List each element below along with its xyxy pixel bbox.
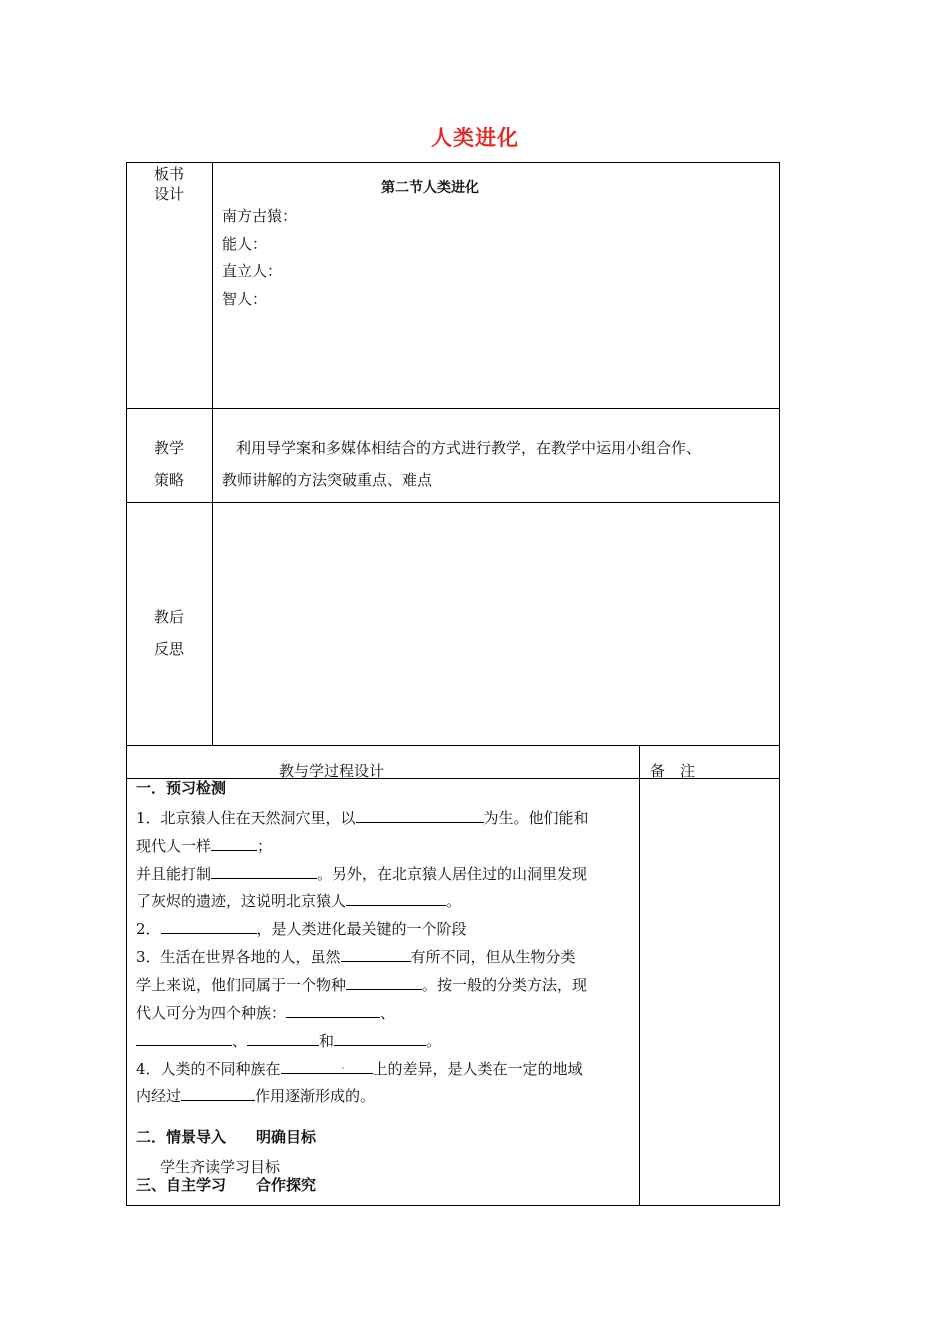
document-title: 人类进化 [431, 126, 519, 150]
q1-text-d: ； [257, 837, 273, 855]
answer-blank [211, 834, 257, 851]
table-border-left [126, 162, 127, 1205]
board-label-2: 设计 [154, 185, 185, 203]
strategy-label-1: 教学 [154, 439, 185, 457]
board-label-1: 板书 [154, 165, 185, 183]
q3-text-f: 、 [380, 1004, 396, 1022]
q2-text-b: ，是人类进化最关键的一个阶段 [256, 920, 467, 938]
answer-blank [346, 973, 422, 990]
answer-blank [286, 1001, 380, 1018]
board-item-2: 能人： [222, 235, 268, 253]
answer-blank [181, 1084, 255, 1101]
q2-text-a: 2． [136, 920, 161, 938]
table-border-right [779, 162, 780, 1205]
process-header: 教与学过程设计 [279, 762, 385, 780]
board-item-4: 智人： [222, 290, 268, 308]
q1-text-c: 现代人一样 [136, 837, 212, 855]
section-1-title: 一．预习检测 [136, 779, 227, 797]
question-4-line-1 [136, 1057, 583, 1079]
question-3-line-4 [136, 1029, 441, 1051]
answer-blank [211, 862, 317, 879]
q1-text-e: 并且能打制 [136, 865, 212, 883]
q3-text-d: 。按一般的分类方法，现 [422, 976, 588, 994]
section-3-title: 三、自主学习 合作探究 [136, 1176, 317, 1194]
q3-text-i: 。 [426, 1032, 442, 1050]
question-1-line-1 [136, 806, 589, 828]
question-1-line-4 [136, 889, 461, 911]
q4-text-d: 作用逐渐形成的。 [255, 1087, 376, 1105]
answer-blank [247, 1029, 319, 1046]
question-3-line-2 [136, 973, 587, 995]
section-2-text: 学生齐读学习目标 [160, 1158, 281, 1176]
answer-blank [334, 1029, 426, 1046]
q3-text-g: 、 [232, 1032, 248, 1050]
q1-text-a: 1．北京猿人住在天然洞穴里，以 [136, 809, 356, 827]
board-item-1: 南方古猿： [222, 207, 298, 225]
table-border-bottom [126, 1205, 780, 1206]
answer-blank [356, 806, 484, 823]
question-1-line-3 [136, 862, 587, 884]
strategy-text-1: 利用导学案和多媒体相结合的方式进行教学，在教学中运用小组合作、 [236, 439, 702, 457]
q1-text-f: 。另外，在北京猿人居住过的山洞里发现 [317, 865, 588, 883]
board-item-3: 直立人： [222, 262, 283, 280]
strategy-text-2: 教师讲解的方法突破重点、难点 [222, 471, 433, 489]
answer-blank [341, 945, 411, 962]
q4-text-a: 4．人类的不同种族在 [136, 1060, 281, 1078]
q3-text-b: 有所不同，但从生物分类 [410, 948, 576, 966]
row-divider-3 [126, 745, 780, 746]
row-divider-2 [126, 502, 780, 503]
q4-text-b: 上的差异，是人类在一定的地域 [372, 1060, 583, 1078]
section-2-title: 二．情景导入 明确目标 [136, 1128, 317, 1146]
reflection-label-1: 教后 [154, 608, 185, 626]
question-4-line-2 [136, 1084, 375, 1106]
q3-text-c: 学上来说，他们同属于一个物种 [136, 976, 347, 994]
q1-text-b: 为生。他们能和 [483, 809, 589, 827]
board-heading: 第二节人类进化 [381, 180, 479, 196]
q1-text-g: 了灰烬的遗迹，这说明北京猿人 [136, 892, 347, 910]
stray-dot: . [340, 1057, 345, 1073]
q3-text-h: 和 [319, 1032, 335, 1050]
reflection-label-2: 反思 [154, 640, 185, 658]
notes-column-divider [639, 745, 640, 1205]
notes-header: 备 注 [650, 762, 696, 780]
question-2 [136, 917, 467, 939]
answer-blank [281, 1057, 373, 1074]
label-column-divider [212, 162, 213, 745]
q1-text-h: 。 [446, 892, 462, 910]
question-3-line-3 [136, 1001, 395, 1023]
answer-blank [136, 1029, 232, 1046]
q3-text-a: 3．生活在世界各地的人，虽然 [136, 948, 341, 966]
question-3-line-1 [136, 945, 576, 967]
question-1-line-2 [136, 834, 272, 856]
answer-blank [161, 917, 257, 934]
strategy-label-2: 策略 [154, 471, 185, 489]
q3-text-e: 代人可分为四个种族： [136, 1004, 287, 1022]
table-border-top [126, 162, 780, 163]
q4-text-c: 内经过 [136, 1087, 182, 1105]
row-divider-1 [126, 408, 780, 409]
answer-blank [346, 889, 446, 906]
